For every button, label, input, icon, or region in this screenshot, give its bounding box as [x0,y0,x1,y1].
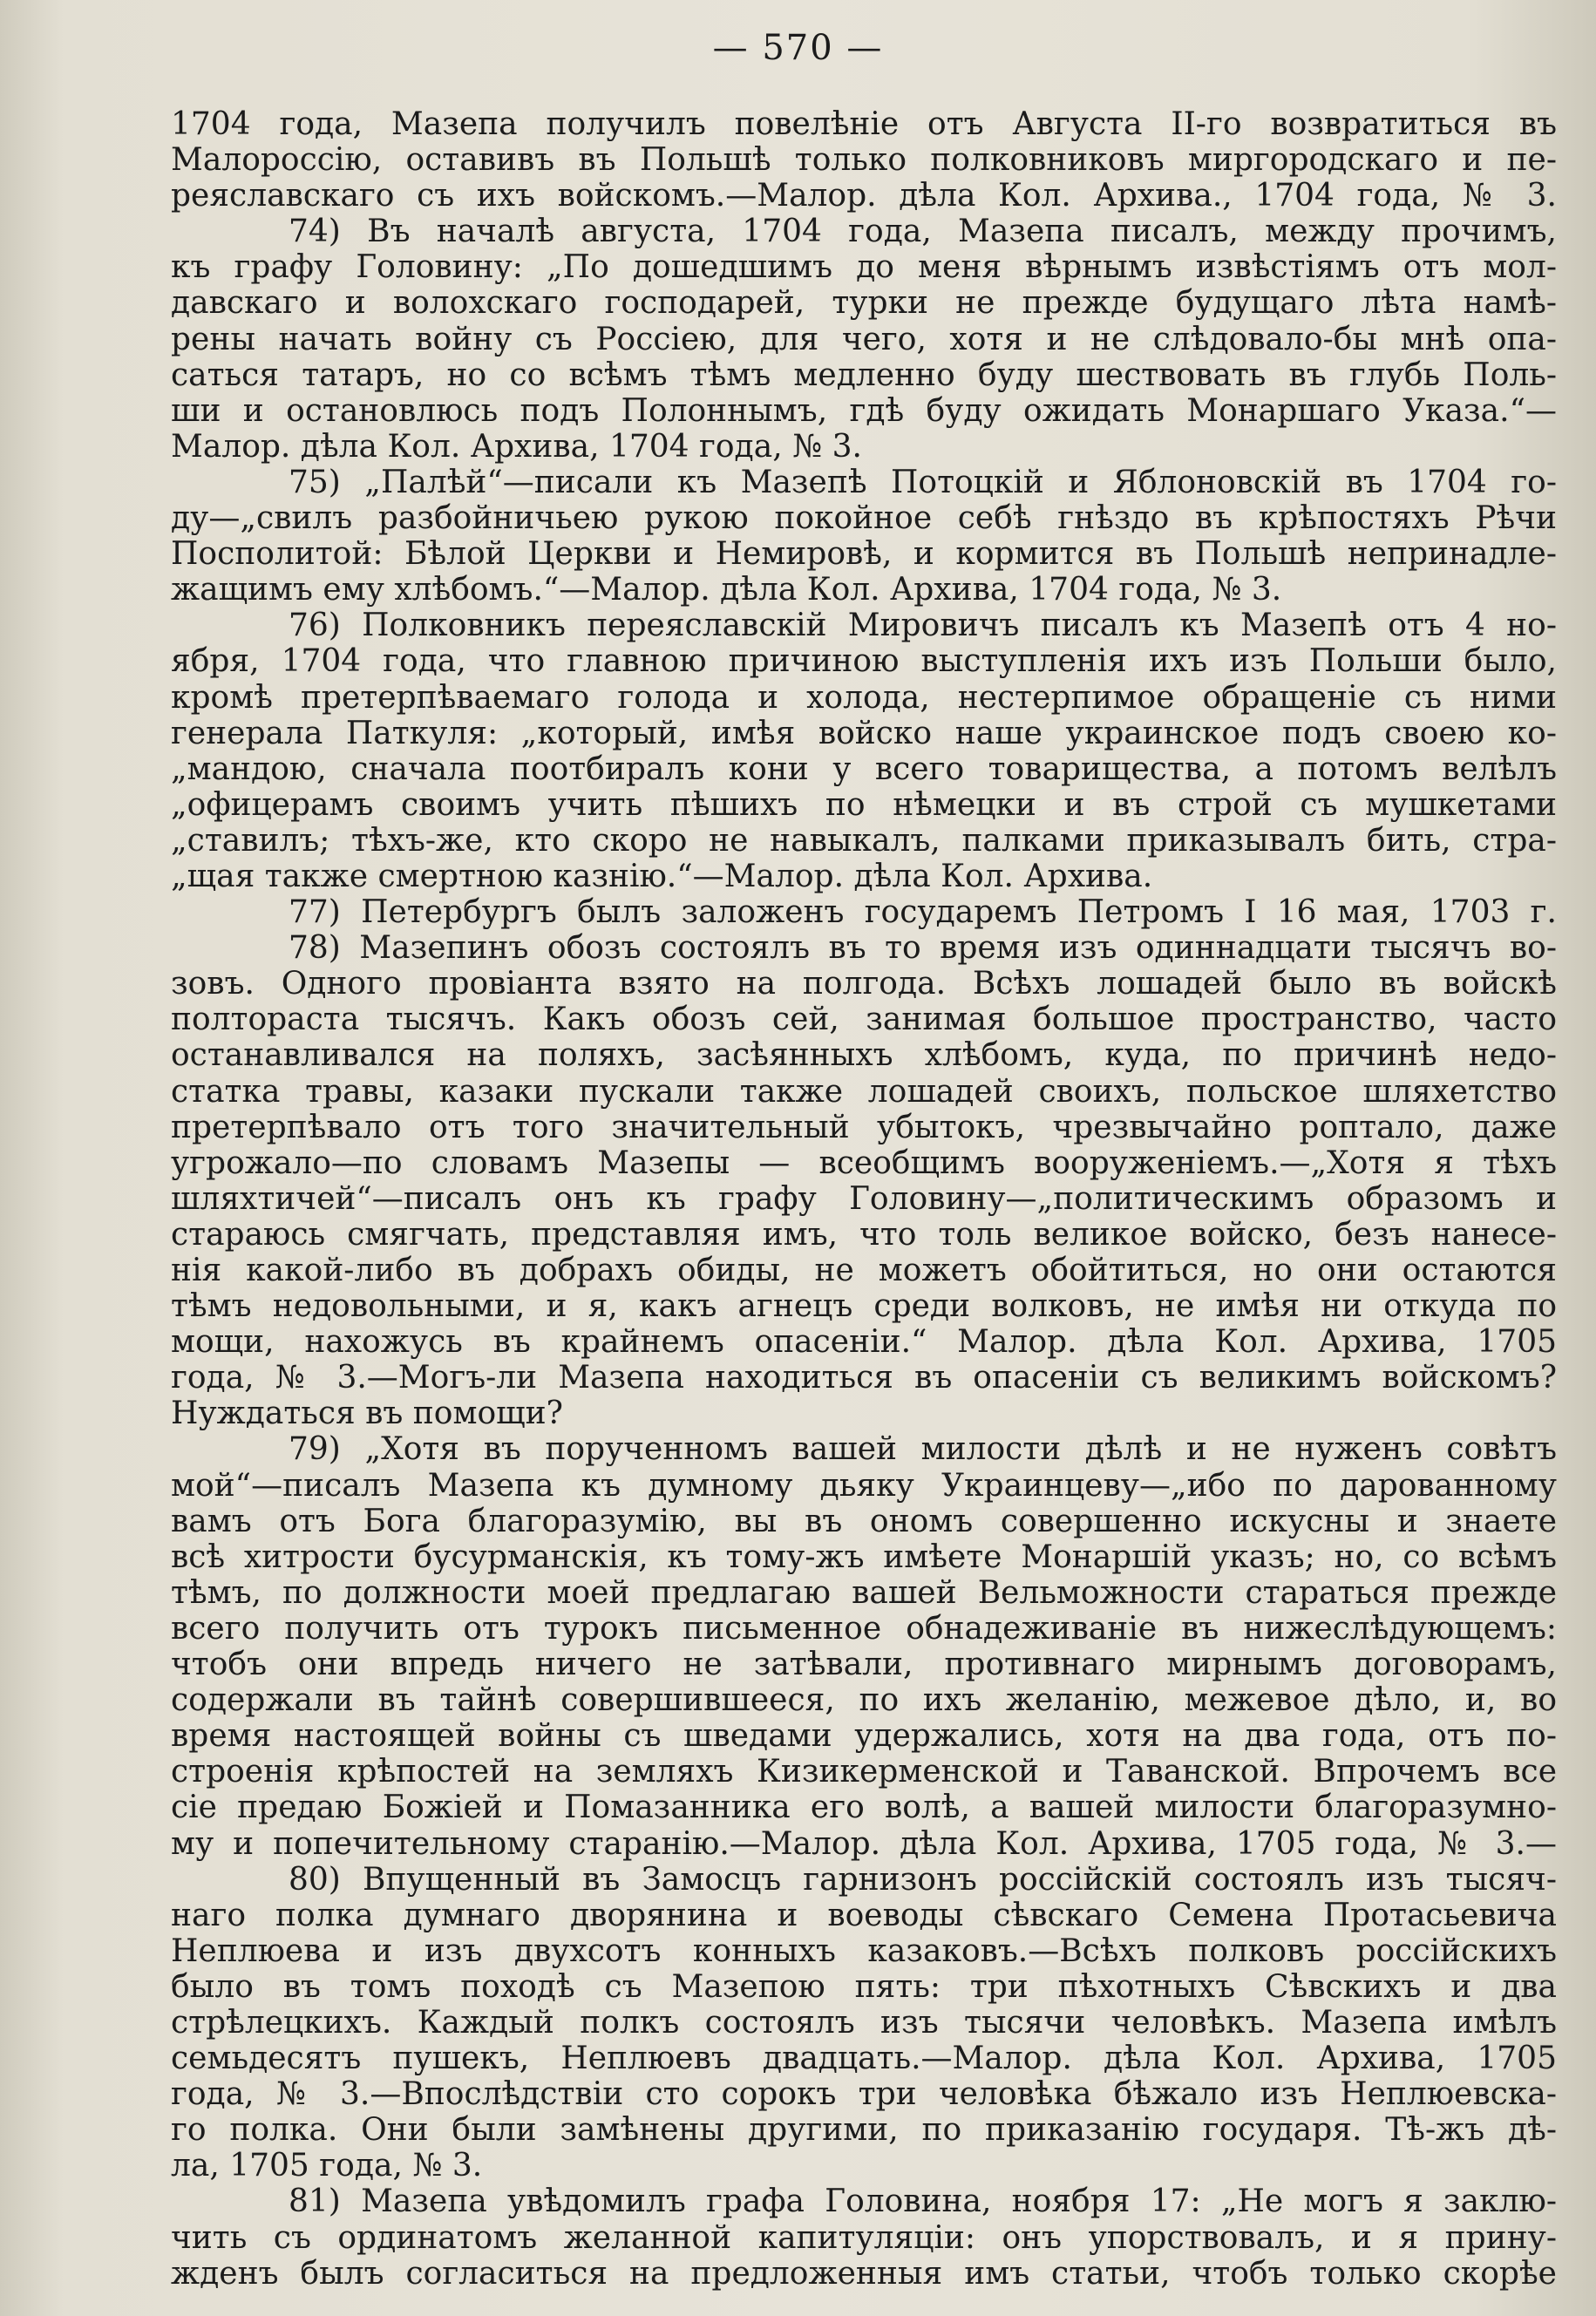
text-line: останавливался на поляхъ, засѣянныхъ хлѣбомъ, куда, по причинѣ недо- [171,1037,1557,1074]
text-line: полтораста тысячъ. Какъ обозъ сей, занимая большое пространство, часто [171,1002,1557,1038]
text-line: тѣмъ, по должности моей предлагаю вашей Вельможности стараться прежде [171,1574,1557,1611]
text-line: 81) Мазепа увѣдомилъ графа Головина, ноября 17: „Не могъ я заклю- [289,2184,1557,2220]
text-line: вамъ отъ Бога благоразумію, вы въ ономъ совершенно искусны и знаете [171,1503,1557,1539]
text-line: Посполитой: Бѣлой Церкви и Немировѣ, и кормится въ Польшѣ непринадле- [171,536,1557,573]
text-line: 76) Полковникъ переяславскій Мировичъ писалъ къ Мазепѣ отъ 4 но- [289,608,1557,644]
text-line: 77) Петербургъ былъ заложенъ государемъ Петромъ I 16 мая, 1703 г. [289,894,1557,931]
text-line: кромѣ претерпѣваемаго голода и холода, нестерпимое обращеніе съ ними [171,679,1557,716]
text-line: претерпѣвало отъ того значительный убытокъ, чрезвычайно роптало, даже [171,1109,1557,1145]
text-line: время настоящей войны съ шведами удержались, хотя на два года, отъ по- [171,1718,1557,1755]
text-line: ября, 1704 года, что главною причиною выступленія ихъ изъ Польши было, [171,643,1557,680]
text-line: „офицерамъ своимъ учить пѣшихъ по нѣмецки и въ строй съ мушкетами [171,786,1557,823]
text-line: мой“—писалъ Мазепа къ думному дьяку Украинцеву—„ибо по дарованному [171,1467,1557,1504]
text-line: нія какой-либо въ добрахъ обиды, не можетъ обойтиться, но они остаются [171,1253,1557,1288]
text-line: „мандою, сначала поотбиралъ кони у всего товарищества, а потомъ велѣлъ [171,750,1557,787]
text-line: всѣ хитрости бусурманскія, къ тому-жъ имѣете Монаршій указъ; но, со всѣмъ [171,1538,1557,1575]
text-line: Малороссію, оставивъ въ Польшѣ только полковниковъ миргородскаго и пе- [171,142,1557,179]
text-line: содержали въ тайнѣ совершившееся, по ихъ желанію, межевое дѣло, и, во [171,1682,1557,1719]
page-number: — 570 — [712,28,884,68]
text-line: жащимъ ему хлѣбомъ.“—Малор. дѣла Кол. Архива, 1704 года, № 3. [171,572,1282,608]
text-line: генерала Паткуля: „который, имѣя войско наше украинское подъ своею ко- [171,715,1557,751]
text-line: строенія крѣпостей на земляхъ Кизикерменской и Таванской. Впрочемъ все [171,1754,1557,1790]
text-line: всего получить отъ турокъ письменное обнадеживаніе въ нижеслѣдующемъ: [171,1610,1557,1647]
text-line: 1704 года, Мазепа получилъ повелѣніе отъ Августа II-го возвратиться въ [171,106,1557,142]
text-line: 80) Впущенный въ Замосцъ гарнизонъ россійскій состоялъ изъ тысяч- [289,1861,1557,1898]
text-line: саться татаръ, но со всѣмъ тѣмъ медленно буду шествовать въ глубь Поль- [171,357,1557,393]
text-line: къ графу Головину: „По дошедшимъ до меня вѣрнымъ извѣстіямъ отъ мол- [171,249,1557,286]
text-line: года, № 3.—Могъ-ли Мазепа находиться въ опасеніи съ великимъ войскомъ? [171,1360,1557,1396]
text-line: мощи, нахожусь въ крайнемъ опасеніи.“ Малор. дѣла Кол. Архива, 1705 [171,1324,1557,1361]
text-line: рены начать войну съ Россіею, для чего, хотя и не слѣдовало-бы мнѣ опа- [171,321,1557,357]
text-line: ши и остановлюсь подъ Полоннымъ, гдѣ буду ожидать Монаршаго Указа.“— [171,392,1557,429]
text-line: жденъ былъ согласиться на предложенныя имъ статьи, чтобъ только скорѣе [171,2255,1557,2292]
text-line: Неплюева и изъ двухсотъ конныхъ казаковъ.—Всѣхъ полковъ россійскихъ [171,1932,1557,1969]
text-line: реяславскаго съ ихъ войскомъ.—Малор. дѣла Кол. Архива., 1704 года, № 3. [171,178,1557,214]
text-line: стараюсь смягчать, представляя имъ, что толь великое войско, безъ нанесе- [171,1216,1557,1253]
text-line: зовъ. Одного провіанта взято на полгода. Всѣхъ лошадей было въ войскѣ [171,966,1557,1002]
text-line: 74) Въ началѣ августа, 1704 года, Мазепа писалъ, между прочимъ, [289,214,1557,250]
text-line: стрѣлецкихъ. Каждый полкъ состоялъ изъ тысячи человѣкъ. Мазепа имѣлъ [171,2004,1557,2041]
text-line: ду—„свилъ разбойничьею рукою покойное себѣ гнѣздо въ крѣпостяхъ Рѣчи [171,500,1557,537]
text-line: было въ томъ походѣ съ Мазепою пять: три пѣхотныхъ Сѣвскихъ и два [171,1968,1557,2005]
text-body [171,106,1557,2292]
text-line: угрожало—по словамъ Мазепы — всеобщимъ вооруженіемъ.—„Хотя я тѣхъ [171,1144,1557,1181]
text-line: сіе предаю Божіей и Помазанника его волѣ, а вашей милости благоразумно- [171,1790,1557,1826]
text-line: „щая также смертною казнію.“—Малор. дѣла Кол. Архива. [171,858,1153,894]
text-line: 78) Мазепинъ обозъ состоялъ въ то время изъ одиннадцати тысячъ во- [289,930,1557,967]
text-line: Нуждаться въ помощи? [171,1396,563,1432]
text-line: 75) „Палѣй“—писали къ Мазепѣ Потоцкій и Яблоновскій въ 1704 го- [289,464,1557,500]
text-line: ла, 1705 года, № 3. [171,2148,483,2184]
text-line: тѣмъ недовольными, и я, какъ агнецъ среди волковъ, не имѣя ни откуда по [171,1288,1557,1325]
text-line: семьдесятъ пушекъ, Неплюевъ двадцать.—Малор. дѣла Кол. Архива, 1705 [171,2041,1557,2077]
text-line: Малор. дѣла Кол. Архива, 1704 года, № 3. [171,428,862,465]
text-line: „ставилъ; тѣхъ-же, кто скоро не навыкалъ, палками приказывалъ бить, стра- [171,822,1557,859]
text-line: года, № 3.—Впослѣдствіи сто сорокъ три человѣка бѣжало изъ Неплюевска- [171,2076,1557,2113]
text-line: шляхтичей“—писалъ онъ къ графу Головину—„политическимъ образомъ и [171,1180,1557,1217]
text-line: го полка. Они были замѣнены другими, по приказанію государя. Тѣ-жъ дѣ- [171,2112,1557,2149]
text-line: му и попечительному старанію.—Малор. дѣла Кол. Архива, 1705 года, № 3.— [171,1825,1557,1862]
text-line: 79) „Хотя въ порученномъ вашей милости дѣлѣ и не нуженъ совѣтъ [289,1431,1557,1468]
text-line: статка травы, казаки пускали также лошадей своихъ, польское шляхетство [171,1073,1557,1110]
text-line: чить съ ординатомъ желанной капитуляціи: онъ упорствовалъ, и я прину- [171,2219,1557,2256]
text-line: наго полка думнаго дворянина и воеводы сѣвскаго Семена Протасьевича [171,1897,1557,1933]
text-line: давскаго и волохскаго господарей, турки не прежде будущаго лѣта намѣ- [171,285,1557,322]
text-line: чтобъ они впредь ничего не затѣвали, противнаго мирнымъ договорамъ, [171,1647,1557,1683]
